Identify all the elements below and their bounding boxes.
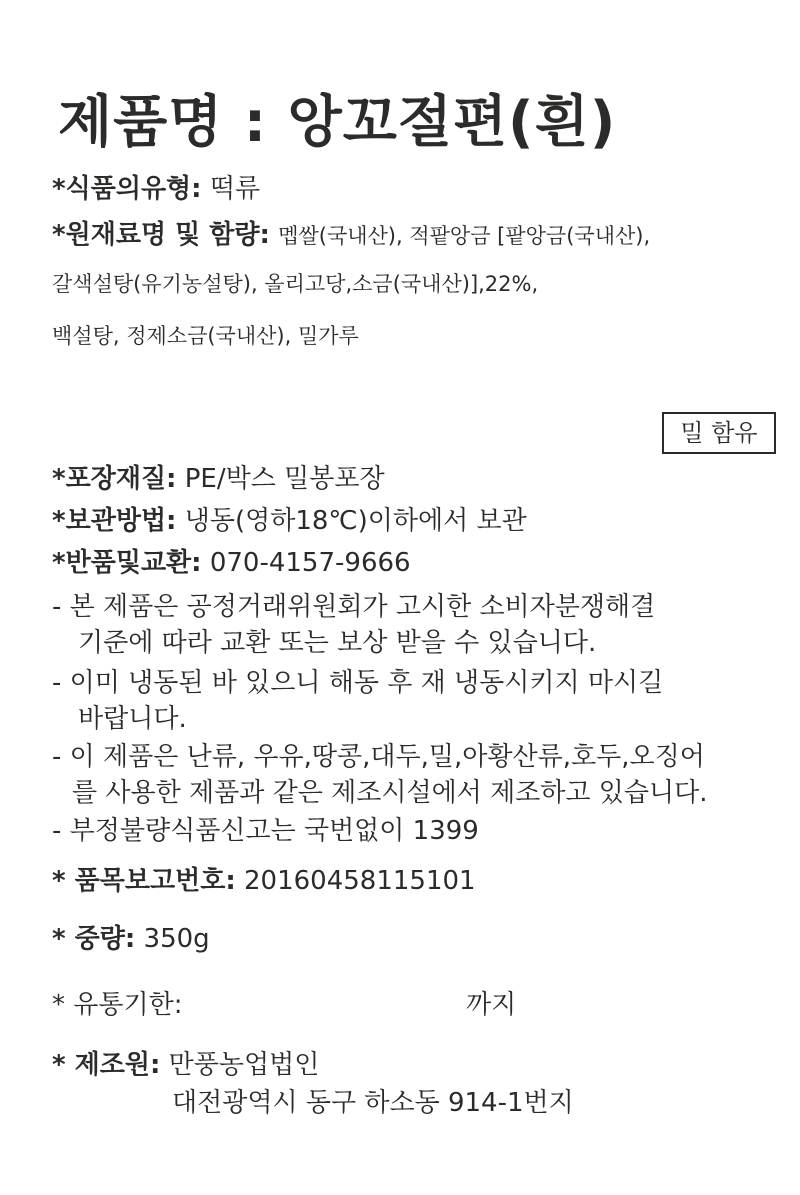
storage-value: 냉동(영하18℃)이하에서 보관 <box>184 506 527 536</box>
food-type-value: 떡류 <box>209 174 261 204</box>
notice-line: 기준에 따라 교환 또는 보상 받을 수 있습니다. <box>78 628 597 658</box>
report-number-value: 20160458115101 <box>244 866 476 896</box>
food-type-row <box>52 168 260 205</box>
notice-line: - 이 제품은 난류, 우유,땅콩,대두,밀,아황산류,호두,오징어 <box>52 742 705 772</box>
storage-label: *보관방법: <box>52 506 177 536</box>
food-type-label: *식품의유형: <box>52 174 202 204</box>
packaging-row <box>52 458 385 495</box>
manufacturer-label: * 제조원: <box>52 1050 161 1080</box>
product-title: 제품명 : 앙꼬절편(흰) <box>58 90 617 155</box>
weight-row <box>52 918 210 955</box>
weight-label: * 중량: <box>52 924 136 954</box>
exchange-value: 070-4157-9666 <box>209 548 411 578</box>
expiry-label: * 유통기한: <box>52 990 183 1020</box>
storage-row <box>52 500 527 537</box>
manufacturer-name: 만풍농업법인 <box>168 1050 320 1080</box>
notice-line: - 본 제품은 공정거래위원회가 고시한 소비자분쟁해결 <box>52 592 656 622</box>
ingredients-line-2: 갈색설탕(유기농설탕), 올리고당,소금(국내산)],22%, <box>52 272 539 296</box>
notice-line: - 부정불량식품신고는 국번없이 1399 <box>52 816 479 846</box>
exchange-row <box>52 542 411 579</box>
ingredients-row <box>52 214 650 251</box>
notice-line: 를 사용한 제품과 같은 제조시설에서 제조하고 있습니다. <box>72 778 708 808</box>
packaging-value: PE/박스 밀봉포장 <box>184 464 385 494</box>
weight-value: 350g <box>143 924 210 954</box>
packaging-label: *포장재질: <box>52 464 177 494</box>
ingredients-line-1: 멥쌀(국내산), 적팥앙금 [팥앙금(국내산), <box>278 224 651 248</box>
report-number-row <box>52 860 476 897</box>
notice-line: 바랍니다. <box>78 704 187 734</box>
manufacturer-row <box>52 1044 319 1081</box>
report-number-label: * 품목보고번호: <box>52 866 236 896</box>
exchange-label: *반품및교환: <box>52 548 202 578</box>
expiry-suffix: 까지 <box>466 990 517 1020</box>
ingredients-line-3: 백설탕, 정제소금(국내산), 밀가루 <box>52 324 359 348</box>
allergen-badge: 밀 함유 <box>662 412 776 454</box>
ingredients-label: *원재료명 및 함량: <box>52 220 270 250</box>
notice-line: - 이미 냉동된 바 있으니 해동 후 재 냉동시키지 마시길 <box>52 668 664 698</box>
manufacturer-address: 대전광역시 동구 하소동 914-1번지 <box>172 1088 574 1118</box>
